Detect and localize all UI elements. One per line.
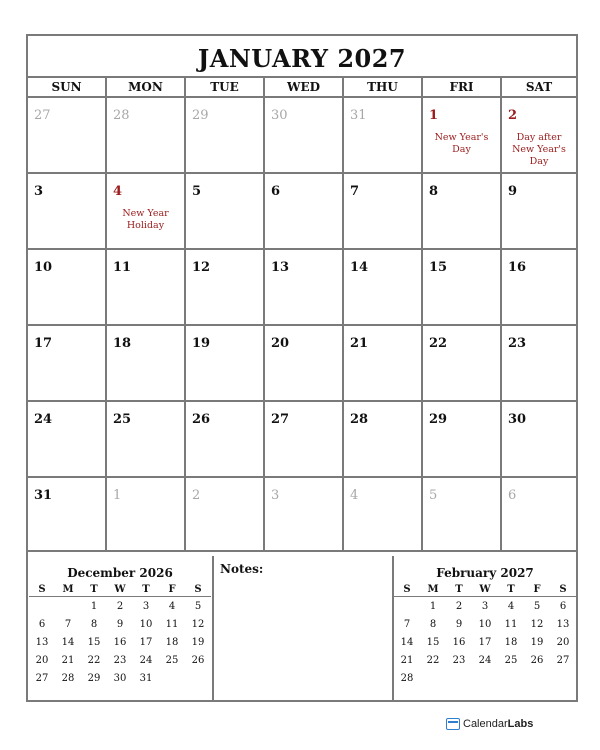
mini-day: 26 [191, 654, 205, 666]
day-number: 27 [271, 412, 290, 427]
mini-day [446, 669, 472, 687]
brand-logo[interactable] [446, 718, 533, 730]
day-cell[interactable] [344, 174, 423, 248]
day-cell[interactable] [265, 402, 344, 476]
mini-day: 27 [556, 654, 570, 666]
day-cell[interactable] [344, 402, 423, 476]
day-cell[interactable] [502, 250, 576, 324]
mini-day: 2 [455, 600, 463, 612]
mini-day: 13 [556, 618, 570, 630]
mini-day: 19 [191, 636, 205, 648]
mini-day: 7 [403, 618, 411, 630]
day-cell[interactable] [186, 98, 265, 172]
mini-weekday-label: S [29, 584, 55, 597]
day-cell[interactable] [28, 174, 107, 248]
mini-calendar-title: February 2027 [436, 566, 534, 580]
day-cell[interactable] [423, 98, 502, 172]
holiday-label: Day after New Year's Day [512, 132, 566, 167]
mini-day: 31 [139, 672, 153, 684]
mini-day: 14 [400, 636, 414, 648]
day-number: 10 [34, 260, 53, 275]
mini-day: 4 [168, 600, 176, 612]
day-cell[interactable] [107, 402, 186, 476]
day-cell[interactable] [502, 402, 576, 476]
day-cell[interactable] [107, 174, 186, 248]
day-cell[interactable] [265, 98, 344, 172]
mini-day: 12 [191, 618, 205, 630]
day-number: 9 [508, 184, 518, 199]
day-number: 28 [350, 412, 369, 427]
mini-day: 11 [165, 618, 179, 630]
mini-day: 16 [113, 636, 127, 648]
day-cell[interactable] [28, 326, 107, 400]
day-number: 4 [113, 184, 123, 199]
mini-day: 19 [530, 636, 544, 648]
day-number: 12 [192, 260, 211, 275]
notes-area [212, 556, 394, 702]
weekday-label: WED [265, 78, 344, 96]
day-number: 25 [113, 412, 132, 427]
weekday-label: SUN [28, 78, 107, 96]
mini-day: 17 [139, 636, 153, 648]
mini-day: 4 [507, 600, 515, 612]
holiday-label: New Year's Day [434, 132, 489, 155]
day-number: 13 [271, 260, 290, 275]
day-number: 5 [429, 488, 438, 503]
weekday-label: MON [107, 78, 186, 96]
day-number: 6 [508, 488, 517, 503]
day-cell[interactable] [186, 250, 265, 324]
mini-day: 11 [504, 618, 518, 630]
mini-day: 28 [400, 672, 414, 684]
calendar-icon [446, 718, 460, 730]
mini-calendar-table [29, 584, 211, 687]
month-title: JANUARY 2027 [28, 36, 576, 78]
day-cell[interactable] [344, 250, 423, 324]
mini-weekday-label: S [394, 584, 420, 597]
day-number: 5 [192, 184, 202, 199]
brand-name-part1: Calendar [463, 718, 508, 730]
mini-day: 7 [64, 618, 72, 630]
day-number: 6 [271, 184, 281, 199]
day-cell[interactable] [107, 478, 186, 550]
mini-calendar-title: December 2026 [67, 566, 173, 580]
mini-day: 21 [61, 654, 75, 666]
mini-weekday-label: S [185, 584, 211, 597]
brand-name-part2: Labs [507, 718, 534, 730]
mini-day [550, 669, 576, 687]
week-row [28, 478, 576, 552]
day-number: 7 [350, 184, 360, 199]
mini-day: 29 [87, 672, 101, 684]
day-number: 21 [350, 336, 369, 351]
day-number: 31 [34, 488, 53, 503]
mini-day: 14 [61, 636, 75, 648]
mini-day [498, 669, 524, 687]
mini-weekday-label: W [107, 584, 133, 597]
day-number: 20 [271, 336, 290, 351]
day-cell[interactable] [107, 250, 186, 324]
day-cell[interactable] [423, 174, 502, 248]
mini-day [394, 597, 420, 616]
day-cell[interactable] [502, 326, 576, 400]
weekday-label: SAT [525, 80, 553, 94]
day-cell[interactable] [186, 478, 265, 550]
mini-weekday-label: T [498, 584, 524, 597]
day-number: 3 [271, 488, 280, 503]
mini-weekday-label: S [550, 584, 576, 597]
day-cell[interactable] [186, 326, 265, 400]
day-number: 31 [350, 108, 367, 123]
mini-day: 2 [116, 600, 124, 612]
day-number: 14 [350, 260, 369, 275]
day-number: 29 [192, 108, 209, 123]
mini-day: 3 [481, 600, 489, 612]
day-number: 24 [34, 412, 53, 427]
mini-day: 28 [61, 672, 75, 684]
mini-day: 12 [530, 618, 544, 630]
day-cell[interactable] [423, 250, 502, 324]
mini-day: 6 [559, 600, 567, 612]
day-cell[interactable] [423, 326, 502, 400]
day-number: 27 [34, 108, 51, 123]
day-number: 30 [271, 108, 288, 123]
day-cell[interactable] [344, 326, 423, 400]
mini-day: 6 [38, 618, 46, 630]
day-number: 28 [113, 108, 130, 123]
mini-day: 5 [533, 600, 541, 612]
notes-label: Notes: [220, 562, 264, 576]
mini-day: 13 [35, 636, 49, 648]
day-cell[interactable] [344, 478, 423, 550]
mini-weekday-label: M [55, 584, 81, 597]
weekday-label: THU [344, 78, 423, 96]
mini-calendar-previous [28, 556, 212, 702]
mini-day: 15 [426, 636, 440, 648]
mini-day: 8 [90, 618, 98, 630]
day-number: 23 [508, 336, 527, 351]
mini-day: 20 [556, 636, 570, 648]
day-cell[interactable] [107, 326, 186, 400]
day-number: 2 [508, 108, 518, 123]
week-row [28, 326, 576, 402]
week-row [28, 98, 576, 174]
mini-day [159, 669, 185, 687]
calendar-sheet [26, 34, 578, 702]
holiday-label: New Year Holiday [122, 208, 169, 231]
mini-day [185, 669, 211, 687]
mini-weekday-label: T [81, 584, 107, 597]
mini-weekday-label: T [446, 584, 472, 597]
mini-day [472, 669, 498, 687]
day-number: 16 [508, 260, 527, 275]
mini-day: 24 [139, 654, 153, 666]
mini-day: 23 [113, 654, 127, 666]
mini-day: 17 [478, 636, 492, 648]
mini-day: 26 [530, 654, 544, 666]
mini-day [420, 669, 446, 687]
day-number: 17 [34, 336, 53, 351]
day-number: 15 [429, 260, 448, 275]
mini-weekday-label: F [159, 584, 185, 597]
day-cell[interactable] [107, 98, 186, 172]
mini-day: 20 [35, 654, 49, 666]
mini-day: 10 [139, 618, 153, 630]
mini-day: 30 [113, 672, 127, 684]
day-cell[interactable] [28, 250, 107, 324]
day-cell[interactable] [502, 478, 576, 550]
mini-day: 21 [400, 654, 414, 666]
mini-day: 22 [426, 654, 440, 666]
mini-day: 25 [504, 654, 518, 666]
mini-day: 25 [165, 654, 179, 666]
day-number: 29 [429, 412, 448, 427]
day-number: 2 [192, 488, 201, 503]
week-row [28, 402, 576, 478]
mini-day: 1 [90, 600, 98, 612]
day-number: 1 [429, 108, 439, 123]
mini-day [29, 597, 55, 616]
mini-day: 16 [452, 636, 466, 648]
day-cell[interactable] [423, 478, 502, 550]
mini-day: 18 [504, 636, 518, 648]
day-cell[interactable] [502, 174, 576, 248]
mini-weekday-label: M [420, 584, 446, 597]
mini-day: 5 [194, 600, 202, 612]
day-number: 11 [113, 260, 132, 275]
mini-day: 3 [142, 600, 150, 612]
day-number: 18 [113, 336, 132, 351]
mini-day [524, 669, 550, 687]
day-number: 8 [429, 184, 439, 199]
day-cell[interactable] [265, 478, 344, 550]
day-number: 26 [192, 412, 211, 427]
mini-day: 24 [478, 654, 492, 666]
mini-day: 9 [455, 618, 463, 630]
mini-day [55, 597, 81, 616]
mini-day: 18 [165, 636, 179, 648]
day-cell[interactable] [186, 402, 265, 476]
calendar-grid [28, 98, 576, 552]
day-cell[interactable] [28, 98, 107, 172]
mini-day: 15 [87, 636, 101, 648]
day-cell[interactable] [265, 174, 344, 248]
mini-day: 23 [452, 654, 466, 666]
calendar-footer [28, 556, 576, 702]
weekday-header-row [28, 78, 576, 98]
weekday-label: FRI [423, 78, 502, 96]
mini-weekday-label: T [133, 584, 159, 597]
day-cell[interactable] [28, 402, 107, 476]
day-cell[interactable] [186, 174, 265, 248]
mini-calendar-next [394, 556, 576, 702]
day-number: 4 [350, 488, 359, 503]
day-cell[interactable] [28, 478, 107, 550]
mini-day: 10 [478, 618, 492, 630]
day-number: 19 [192, 336, 211, 351]
day-number: 1 [113, 488, 122, 503]
mini-weekday-label: F [524, 584, 550, 597]
mini-weekday-label: W [472, 584, 498, 597]
day-cell[interactable] [423, 402, 502, 476]
day-number: 22 [429, 336, 448, 351]
mini-day: 8 [429, 618, 437, 630]
day-number: 3 [34, 184, 44, 199]
day-number: 30 [508, 412, 527, 427]
mini-day: 22 [87, 654, 101, 666]
day-cell[interactable] [502, 98, 576, 172]
mini-calendar-table [394, 584, 576, 687]
week-row [28, 174, 576, 250]
weekday-label: TUE [186, 78, 265, 96]
mini-day: 1 [429, 600, 437, 612]
day-cell[interactable] [265, 326, 344, 400]
mini-day: 27 [35, 672, 49, 684]
day-cell[interactable] [265, 250, 344, 324]
mini-day: 9 [116, 618, 124, 630]
day-cell[interactable] [344, 98, 423, 172]
week-row [28, 250, 576, 326]
